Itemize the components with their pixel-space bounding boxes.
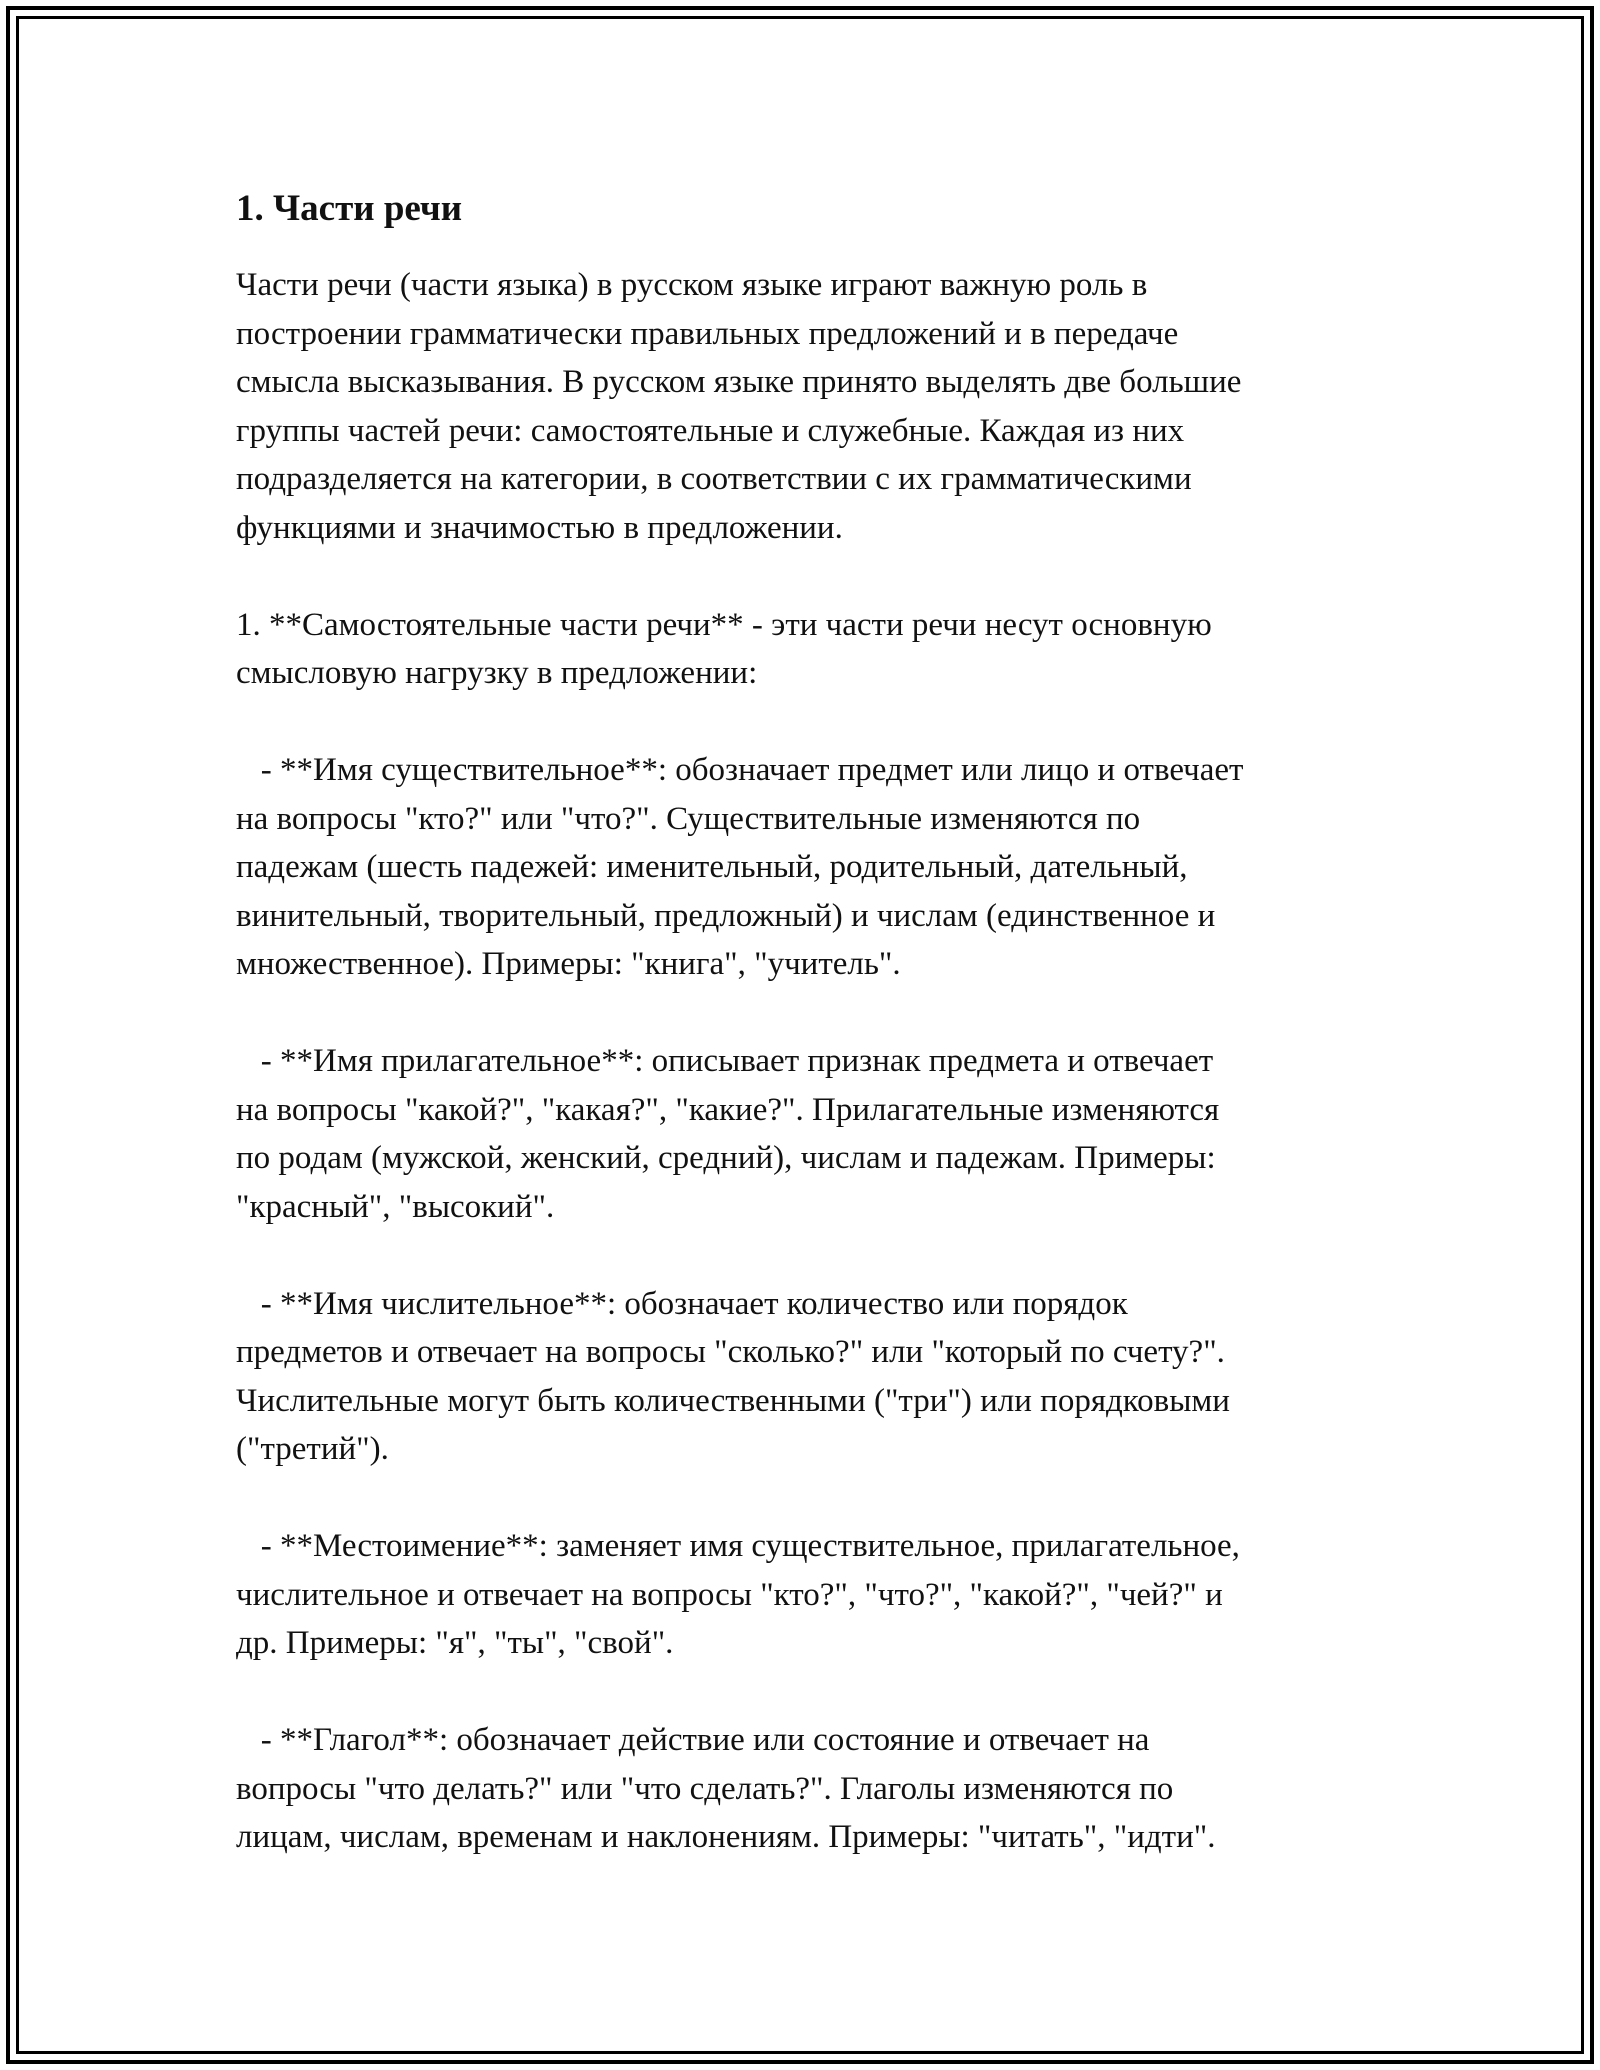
text-line: - **Имя существительное**: обозначает предмет или лицо и отвечает — [236, 752, 1244, 788]
sub-item-noun — [236, 746, 1376, 989]
text-line: смысловую нагрузку в предложении: — [236, 655, 758, 691]
text-line: падежам (шесть падежей: именительный, родительный, дательный, — [236, 849, 1188, 885]
text-line: ("третий"). — [236, 1431, 389, 1467]
text-line: подразделяется на категории, в соответствии с их грамматическими — [236, 461, 1192, 497]
sub-item-numeral — [236, 1280, 1376, 1474]
text-line: на вопросы "кто?" или "что?". Существительные изменяются по — [236, 800, 1141, 837]
text-line: смысла высказывания. В русском языке принято выделять две большие — [236, 364, 1242, 400]
text-line: предметов и отвечает на вопросы "сколько?" или "который по счету?". — [236, 1334, 1225, 1370]
text-line: лицам, числам, временам и наклонениям. Примеры: "читать", "идти". — [236, 1819, 1216, 1855]
text-line: Числительные могут быть количественными ("три") или порядковыми — [236, 1382, 1230, 1419]
intro-paragraph — [236, 261, 1376, 552]
text-line: построении грамматически правильных предложений и в передаче — [236, 315, 1179, 352]
text-line: др. Примеры: "я", "ты", "свой". — [236, 1625, 674, 1661]
text-line: - **Имя прилагательное**: описывает признак предмета и отвечает — [236, 1043, 1214, 1079]
text-line: на вопросы "какой?", "какая?", "какие?". Прилагательные изменяются — [236, 1091, 1220, 1128]
text-line: Части речи (части языка) в русском языке играют важную роль в — [236, 267, 1148, 303]
text-line: винительный, творительный, предложный) и числам (единственное и — [236, 897, 1216, 934]
sub-item-pronoun — [236, 1522, 1376, 1668]
text-line: группы частей речи: самостоятельные и служебные. Каждая из них — [236, 412, 1185, 449]
sub-item-adjective — [236, 1037, 1376, 1231]
document-body — [236, 185, 1376, 1910]
text-line: 1. **Самостоятельные части речи** - эти части речи несут основную — [236, 606, 1212, 643]
text-line: - **Имя числительное**: обозначает количество или порядок — [236, 1285, 1128, 1322]
text-line: "красный", "высокий". — [236, 1188, 555, 1225]
text-line: по родам (мужской, женский, средний), числам и падежам. Примеры: — [236, 1140, 1216, 1176]
text-line: числительное и отвечает на вопросы "кто?", "что?", "какой?", "чей?" и — [236, 1576, 1223, 1613]
sub-item-verb — [236, 1716, 1376, 1862]
text-line: - **Местоимение**: заменяет имя существительное, прилагательное, — [236, 1528, 1240, 1564]
text-line: - **Глагол**: обозначает действие или состояние и отвечает на — [236, 1722, 1150, 1758]
text-line: множественное). Примеры: "книга", "учитель". — [236, 946, 901, 982]
text-line: функциями и значимостью в предложении. — [236, 509, 843, 546]
list-item-independent-parts — [236, 601, 1376, 698]
text-line: вопросы "что делать?" или "что сделать?". Глаголы изменяются по — [236, 1770, 1174, 1807]
section-heading: 1. Части речи — [236, 188, 463, 229]
